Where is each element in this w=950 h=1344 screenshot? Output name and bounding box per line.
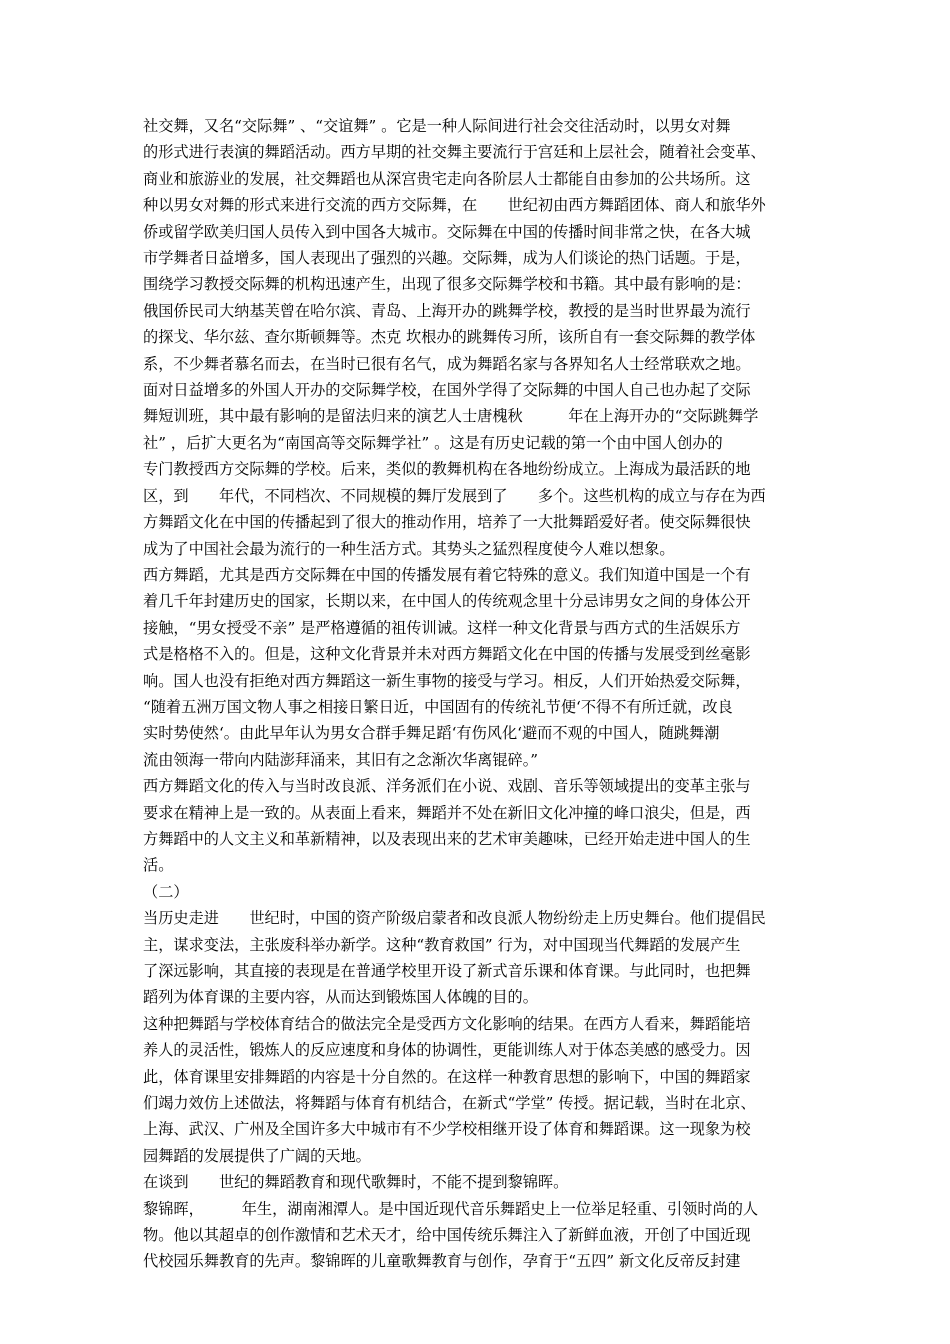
paragraph <box>143 1011 811 1169</box>
text-line: 西方舞蹈文化的传入与当时改良派、洋务派们在小说、戏剧、音乐等领域提出的变革主张与 <box>143 777 751 796</box>
text-line: 舞短训班，其中最有影响的是留法归来的演艺人士唐槐秋 年在上海开办的“交际跳舞学 <box>143 407 759 426</box>
text-line: 社交舞，又名“交际舞” 、“交谊舞” 。它是一种人际间进行社会交往活动时，以男女对舞 <box>143 117 731 135</box>
paragraph <box>143 113 811 562</box>
paragraph <box>143 879 811 905</box>
text-line: 这种把舞蹈与学校体育结合的做法完全是受西方文化影响的结果。在西方人看来，舞蹈能培 <box>143 1014 751 1033</box>
text-line: 俄国侨民司大纳基芙曾在哈尔滨、青岛、上海开办的跳舞学校，教授的是当时世界最为流行 <box>143 301 751 320</box>
text-line: 商业和旅游业的发展，社交舞蹈也从深宫贵宅走向各阶层人士都能自由参加的公共场所。这 <box>143 169 751 188</box>
text-line: 代校园乐舞教育的先声。黎锦晖的儿童歌舞教育与创作，孕育于“五四” 新文化反帝反封建 <box>143 1252 741 1271</box>
text-line: 围绕学习教授交际舞的机构迅速产生，出现了很多交际舞学校和书籍。其中最有影响的是： <box>143 275 751 294</box>
text-line: 的形式进行表演的舞蹈活动。西方早期的社交舞主要流行于宫廷和上层社会，随着社会变革、 <box>143 143 766 162</box>
text-line: 在谈到 世纪的舞蹈教育和现代歌舞时，不能不提到黎锦晖。 <box>143 1173 569 1192</box>
text-line: （二） <box>143 882 189 901</box>
text-line: 着几千年封建历史的国家，长期以来，在中国人的传统观念里十分忌讳男女之间的身体公开 <box>143 592 751 611</box>
text-line: 的探戈、华尔兹、查尔斯顿舞等。杰克 坎根办的跳舞传习所，该所自有一套交际舞的教学体 <box>143 328 756 347</box>
text-line: 式是格格不入的。但是，这种文化背景并未对西方舞蹈文化在中国的传播与发展受到丝毫影 <box>143 645 751 664</box>
text-line: 物。他以其超卓的创作激情和艺术天才，给中国传统乐舞注入了新鲜血液，开创了中国近现 <box>143 1226 751 1245</box>
text-line: 接触，“男女授受不亲” 是严格遵循的祖传训诫。这样一种文化背景与西方式的生活娱乐方 <box>143 618 741 637</box>
text-line: 成为了中国社会最为流行的一种生活方式。其势头之猛烈程度使今人难以想象。 <box>143 539 675 558</box>
text-line: 园舞蹈的发展提供了广阔的天地。 <box>143 1146 371 1165</box>
text-line: 面对日益增多的外国人开办的交际舞学校，在国外学得了交际舞的中国人自己也办起了交际 <box>143 381 751 400</box>
text-line: 活。 <box>143 856 174 875</box>
text-line: 要求在精神上是一致的。从表面上看来，舞蹈并不处在新旧文化冲撞的峰口浪尖，但是，西 <box>143 803 751 822</box>
text-line: 区，到 年代，不同档次、不同规模的舞厅发展到了 多个。这些机构的成立与存在为西 <box>143 486 766 505</box>
paragraph <box>143 562 811 773</box>
text-line: 响。国人也没有拒绝对西方舞蹈这一新生事物的接受与学习。相反，人们开始热爱交际舞， <box>143 671 751 690</box>
text-line: 侨或留学欧美归国人员传入到中国各大城市。交际舞在中国的传播时间非常之快，在各大城 <box>143 222 751 241</box>
text-line: 市学舞者日益增多，国人表现出了强烈的兴趣。交际舞，成为人们谈论的热门话题。于是， <box>143 249 751 268</box>
text-line: 实时势使然‘。由此早年认为男女合群手舞足蹈‘有伤风化‘避而不观的中国人，随跳舞潮 <box>143 724 720 743</box>
text-line: 们竭力效仿上述做法，将舞蹈与体育有机结合，在新式“学堂” 传授。据记载，当时在北京、 <box>143 1094 756 1113</box>
text-line: 上海、武汉、广州及全国许多大中城市有不少学校相继开设了体育和舞蹈课。这一现象为校 <box>143 1120 751 1139</box>
text-line: 社” ，后扩大更名为“南国高等交际舞学社” 。这是有历史记载的第一个由中国人创办的 <box>143 433 723 452</box>
paragraph <box>143 773 811 879</box>
paragraph <box>143 905 811 1011</box>
text-line: 西方舞蹈，尤其是西方交际舞在中国的传播发展有着它特殊的意义。我们知道中国是一个有 <box>143 565 751 584</box>
text-line: 方舞蹈中的人文主义和革新精神，以及表现出来的艺术审美趣味，已经开始走进中国人的生 <box>143 829 751 848</box>
document-page <box>143 113 811 1275</box>
text-line: 蹈列为体育课的主要内容，从而达到锻炼国人体魄的目的。 <box>143 988 538 1007</box>
text-line: 养人的灵活性，锻炼人的反应速度和身体的协调性，更能训练人对于体态美感的感受力。因 <box>143 1041 751 1060</box>
text-line: 黎锦晖， 年生，湖南湘潭人。是中国近现代音乐舞蹈史上一位举足轻重、引领时尚的人 <box>143 1199 759 1218</box>
text-line: “随着五洲万国文物人事之相接日繁日近，中国固有的传统礼节便‘不得不有所迁就，改良 <box>143 697 733 716</box>
text-line: 此，体育课里安排舞蹈的内容是十分自然的。在这样一种教育思想的影响下，中国的舞蹈家 <box>143 1067 751 1086</box>
text-line: 方舞蹈文化在中国的传播起到了很大的推动作用，培养了一大批舞蹈爱好者。使交际舞很快 <box>143 513 751 532</box>
text-line: 专门教授西方交际舞的学校。后来，类似的教舞机构在各地纷纷成立。上海成为最活跃的地 <box>143 460 751 479</box>
text-line: 当历史走进 世纪时，中国的资产阶级启蒙者和改良派人物纷纷走上历史舞台。他们提倡民 <box>143 909 766 928</box>
text-line: 主，谋求变法，主张废科举办新学。这种“教育救国” 行为，对中国现当代舞蹈的发展产生 <box>143 935 741 954</box>
text-line: 流由领海一带向内陆澎拜涌来，其旧有之念渐次华离锟碎。” <box>143 750 539 769</box>
text-line: 了深远影响，其直接的表现是在普通学校里开设了新式音乐课和体育课。与此同时，也把舞 <box>143 962 751 980</box>
text-line: 系，不少舞者慕名而去，在当时已很有名气，成为舞蹈名家与各界知名人士经常联欢之地。 <box>143 354 751 373</box>
paragraph <box>143 1169 811 1195</box>
paragraph <box>143 1196 811 1275</box>
text-line: 种以男女对舞的形式来进行交流的西方交际舞，在 世纪初由西方舞蹈团体、商人和旅华外 <box>143 196 766 215</box>
